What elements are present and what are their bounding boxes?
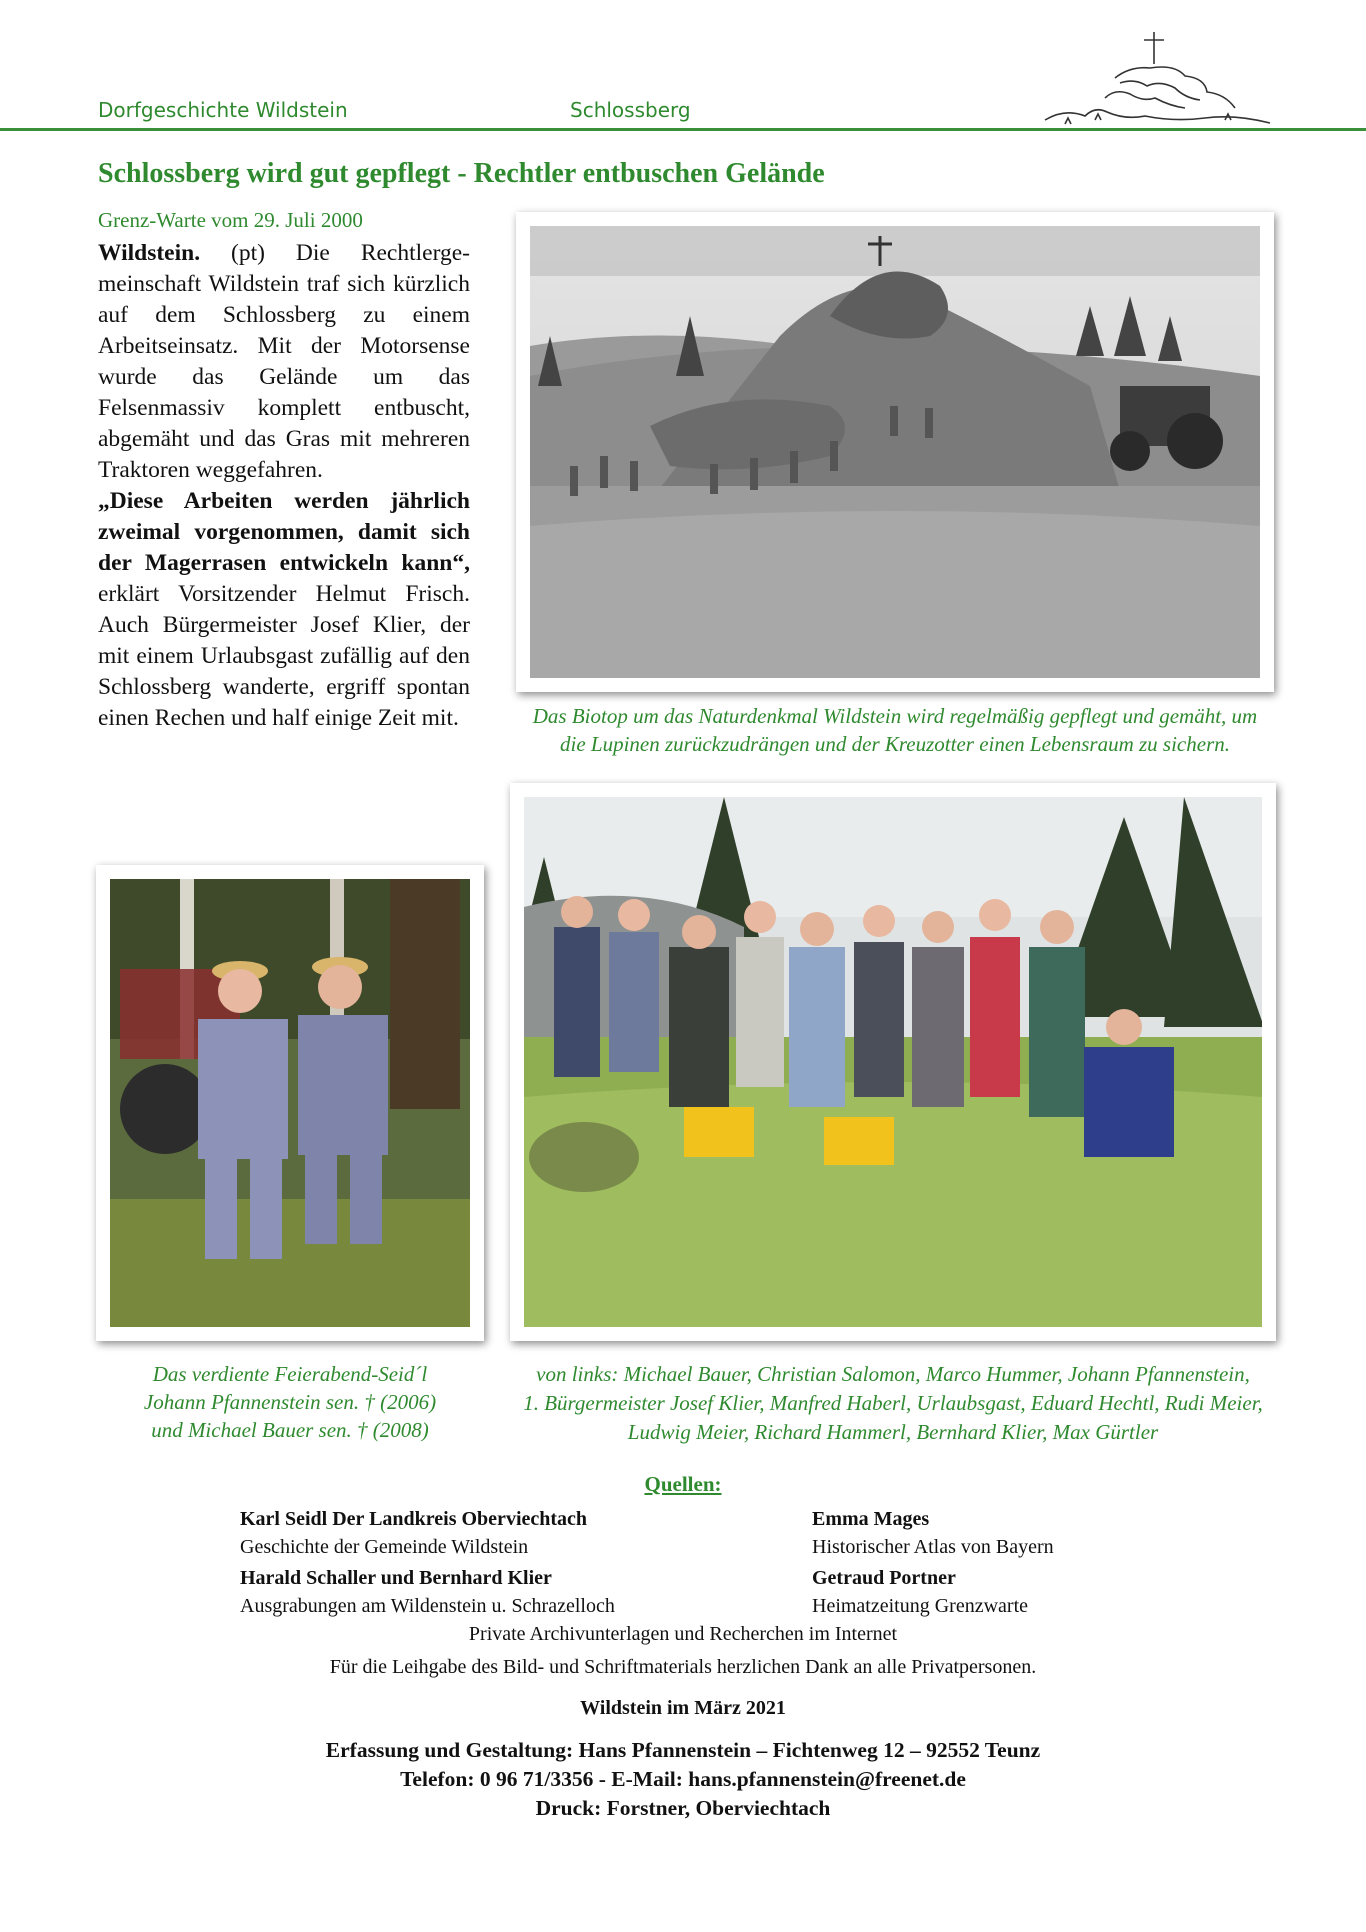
header-title: Dorfgeschichte Wildstein	[98, 98, 348, 122]
source-title: Ausgrabungen am Wildenstein u. Schrazelloch	[240, 1595, 615, 1617]
caption-feierabend	[96, 1360, 484, 1444]
footer-contact: Telefon: 0 96 71/3356 - E-Mail: hans.pfannenstein@freenet.de	[400, 1767, 966, 1791]
caption-feierabend-line-1: Das verdiente Feierabend-Seid´l	[152, 1362, 428, 1386]
photo-schlossberg-newspaper	[516, 212, 1274, 692]
source-author: Emma Mages	[812, 1508, 930, 1530]
feierabend-photo-image	[110, 879, 470, 1327]
source-entry	[812, 1505, 1054, 1561]
source-entry	[240, 1505, 587, 1561]
article-headline: Schlossberg wird gut gepflegt - Rechtler entbuschen Gelände	[98, 158, 825, 189]
caption-group-line-3: Ludwig Meier, Richard Hammerl, Bernhard Klier, Max Gürtler	[627, 1420, 1159, 1444]
cross-on-rock-icon	[1035, 28, 1275, 133]
header-section: Schlossberg	[570, 98, 691, 122]
caption-feierabend-line-3: und Michael Bauer sen. † (2008)	[151, 1418, 429, 1442]
article-body	[98, 238, 470, 734]
source-author: Getraud Portner	[812, 1567, 956, 1589]
source-entry	[812, 1564, 1028, 1620]
group-photo-image	[524, 797, 1262, 1327]
schlossberg-photo-image	[530, 226, 1260, 678]
article-quote: „Diese Arbeiten werden jährlich zweimal vorgenommen, damit sich der Magerrasen entwickeln kann“,	[98, 488, 470, 576]
source-title: Heimatzeitung Grenzwarte	[812, 1595, 1029, 1617]
photo-feierabend	[96, 865, 484, 1341]
footer-print: Druck: Forstner, Oberviechtach	[535, 1796, 831, 1820]
photo-group	[510, 783, 1276, 1341]
footer-credit: Erfassung und Gestaltung: Hans Pfannenstein – Fichtenweg 12 – 92552 Teunz	[325, 1738, 1041, 1762]
article-paragraph-1: (pt) Die Rechtlergemeinschaft Wildstein traf sich kürzlich auf dem Schlossberg zu einem Arbeitseinsatz. Mit der Motorsense wurde das Gelände um das Felsenmassiv komplett entbuscht, abgemäht und das Gras mit mehreren Traktoren weggefahren.	[98, 240, 470, 483]
article-paragraph-2: erklärt Vorsitzender Helmut Frisch. Auch Bürgermeister Josef Klier, der mit einem Urlaubsgast zufällig auf den Schlossberg wanderte, ergriff spontan einen Rechen und half einige Zeit mit.	[98, 581, 470, 731]
article-source: Grenz-Warte vom 29. Juli 2000	[98, 208, 363, 232]
caption-group-line-1: von links: Michael Bauer, Christian Salomon, Marco Hummer, Johann Pfannenstein,	[536, 1362, 1250, 1386]
source-author: Harald Schaller und Bernhard Klier	[240, 1567, 552, 1589]
article-place: Wildstein.	[98, 240, 201, 266]
source-title: Geschichte der Gemeinde Wildstein	[240, 1536, 529, 1558]
caption-group	[506, 1360, 1280, 1447]
caption-biotop: Das Biotop um das Naturdenkmal Wildstein wird regelmäßig gepflegt und gemäht, um die Lupinen zurückzudrängen und der Kreuzotter einen Lebensraum zu sichern.	[532, 704, 1258, 756]
sources-title: Quellen:	[644, 1472, 722, 1496]
sources-thanks: Für die Leihgabe des Bild- und Schriftmaterials herzlichen Dank an alle Privatpersonen.	[329, 1656, 1037, 1678]
source-entry	[240, 1564, 615, 1620]
sources-private: Private Archivunterlagen und Recherchen im Internet	[468, 1623, 898, 1645]
header-divider	[0, 128, 1366, 131]
source-author: Karl Seidl Der Landkreis Oberviechtach	[240, 1508, 588, 1530]
caption-group-line-2: 1. Bürgermeister Josef Klier, Manfred Haberl, Urlaubsgast, Eduard Hechtl, Rudi Meier,	[523, 1391, 1263, 1415]
caption-feierabend-line-2: Johann Pfannenstein sen. † (2006)	[143, 1390, 437, 1414]
source-title: Historischer Atlas von Bayern	[812, 1536, 1054, 1558]
footer-date: Wildstein im März 2021	[580, 1697, 786, 1719]
